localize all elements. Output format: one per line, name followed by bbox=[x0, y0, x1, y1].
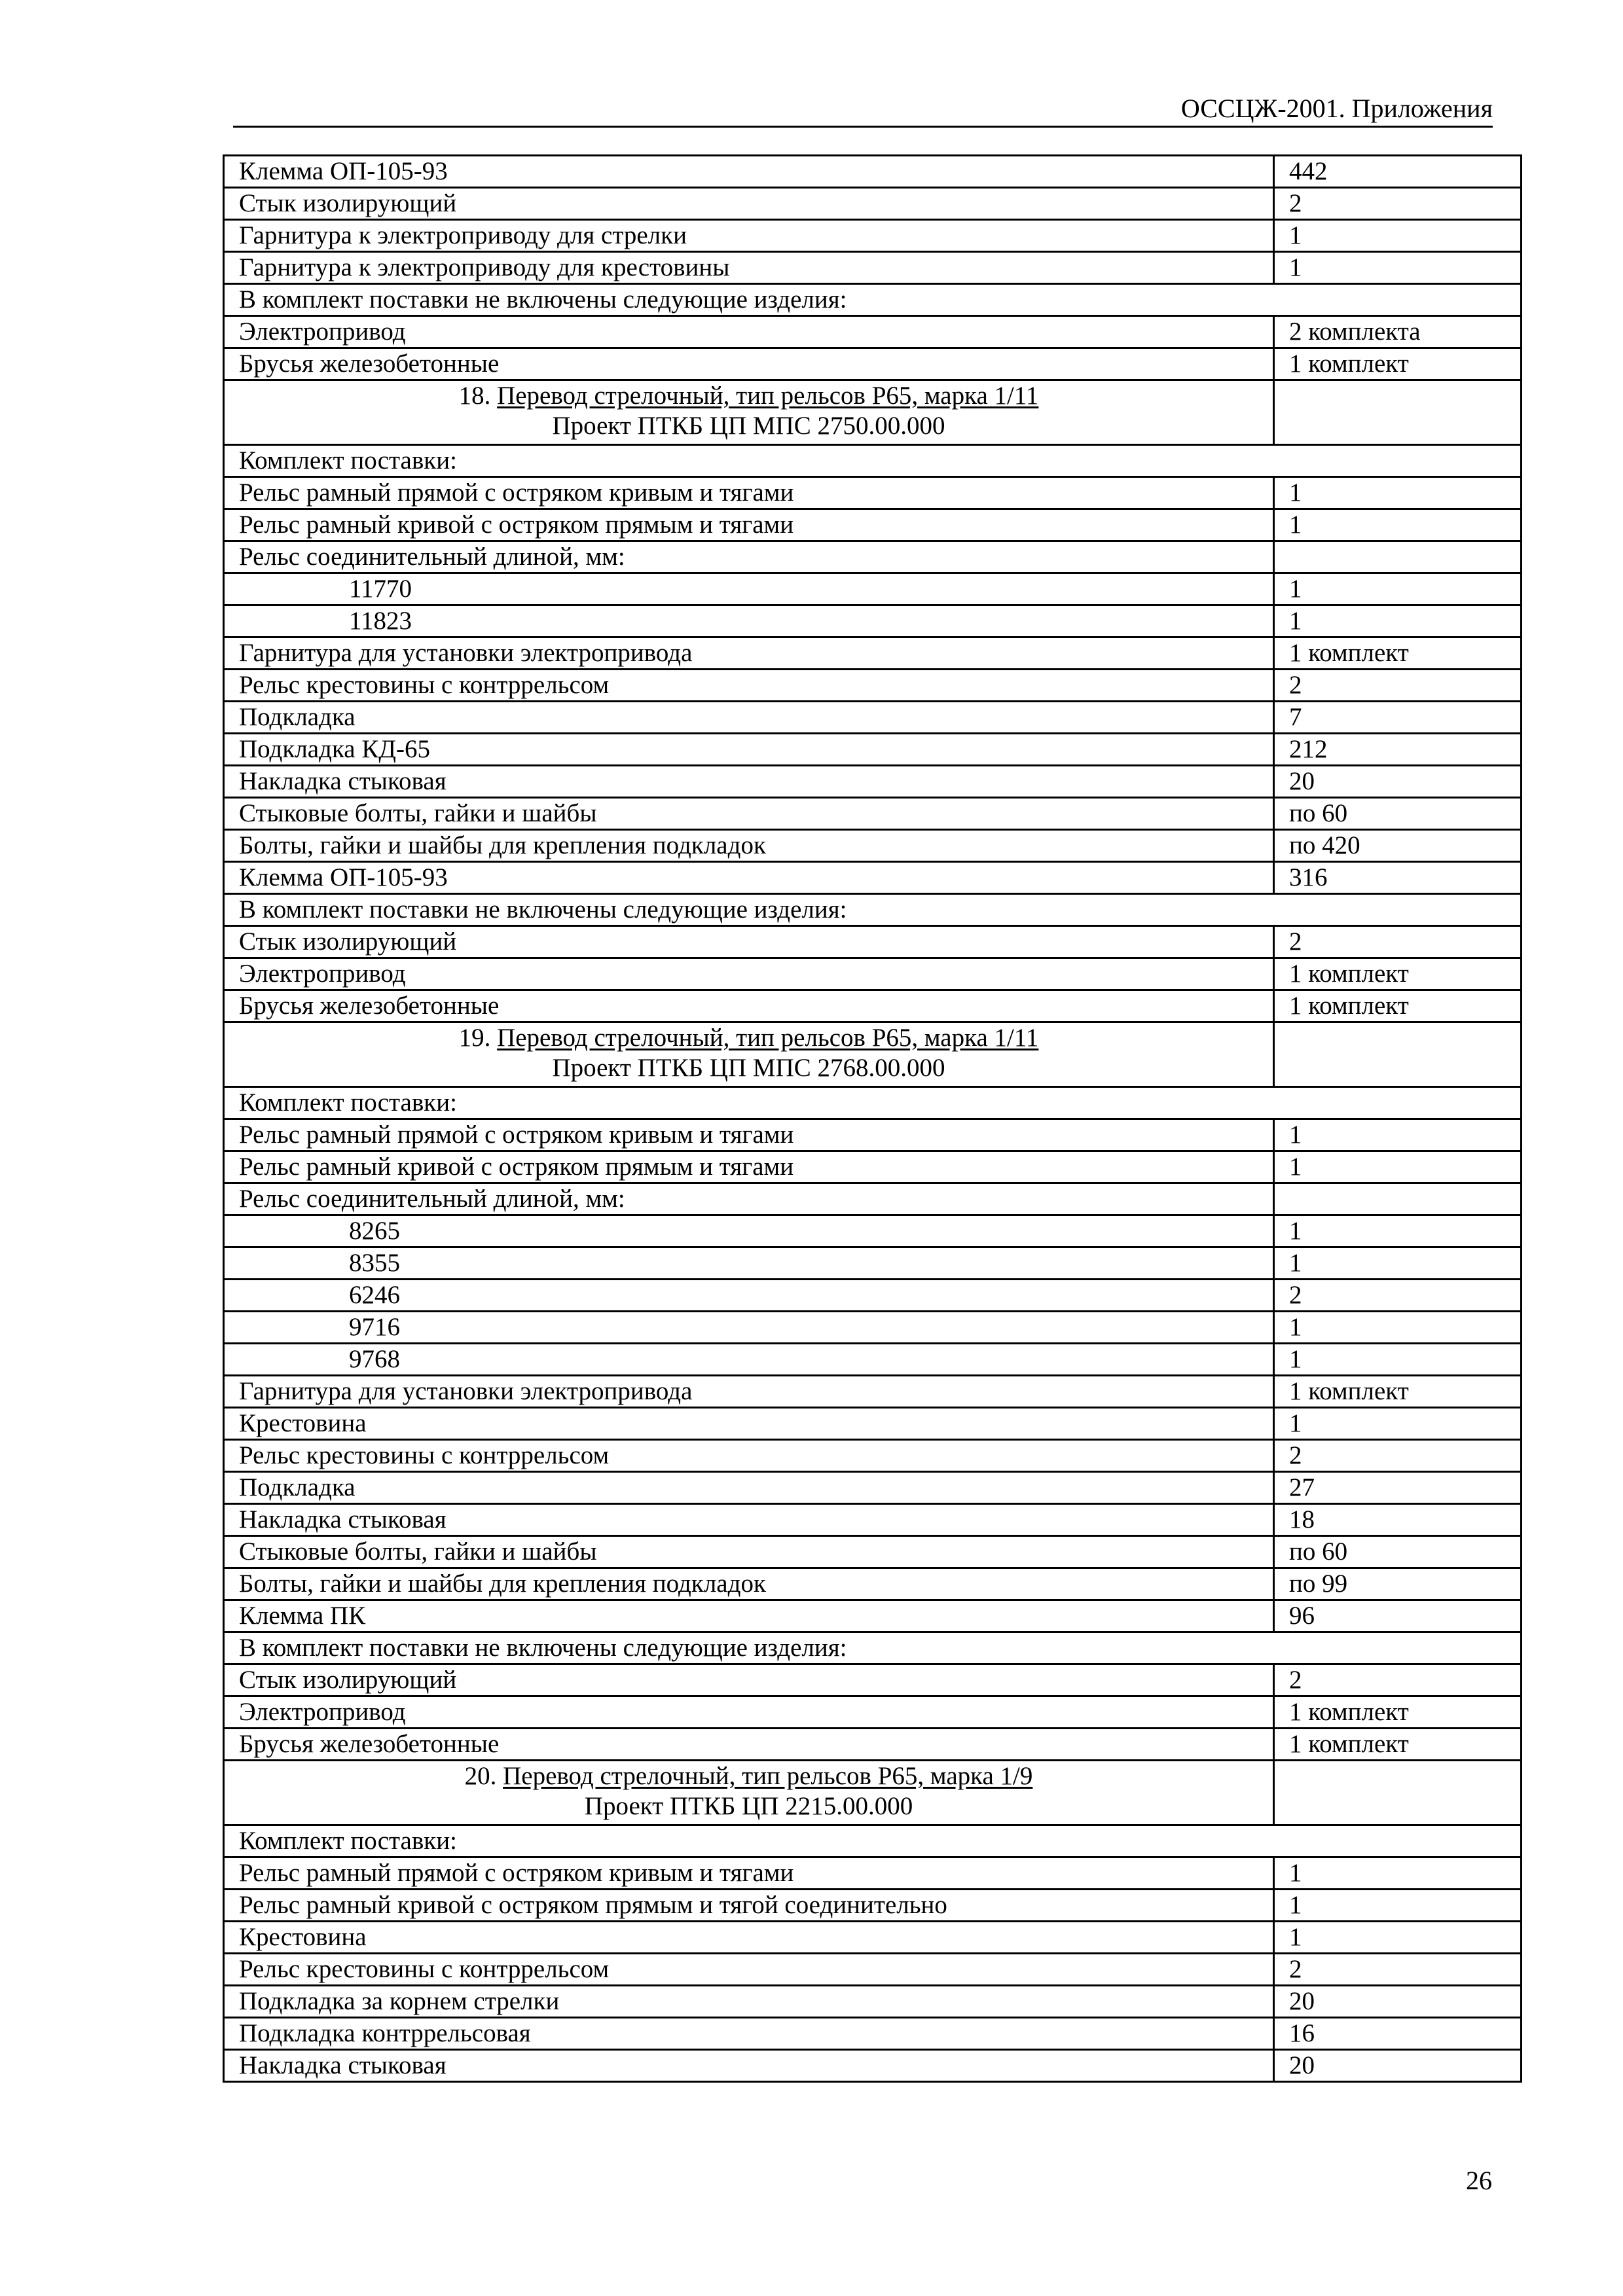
item-label: Рельс рамный прямой с остряком кривым и тягами bbox=[224, 1119, 1274, 1151]
length-value: 6246 bbox=[224, 1280, 1274, 1312]
quantity-cell: 1 комплект bbox=[1274, 1696, 1522, 1729]
table-row bbox=[224, 1696, 1522, 1729]
table-row bbox=[224, 1536, 1522, 1568]
item-title-empty-cell bbox=[1274, 1022, 1522, 1087]
item-name: Перевод стрелочный, тип рельсов Р65, марка 1/9 bbox=[503, 1762, 1033, 1790]
section-label: В комплект поставки не включены следующие изделия: bbox=[224, 284, 1522, 316]
quantity-cell: 1 bbox=[1274, 1922, 1522, 1954]
quantity-cell: 1 комплект bbox=[1274, 1729, 1522, 1761]
quantity-cell: 2 bbox=[1274, 188, 1522, 220]
table-row bbox=[224, 1857, 1522, 1890]
header-title: ОССЦЖ-2001. Приложения bbox=[1180, 94, 1493, 123]
item-label: Электропривод bbox=[224, 316, 1274, 348]
table-row bbox=[224, 734, 1522, 766]
section-row bbox=[224, 1632, 1522, 1664]
item-label: Гарнитура для установки электропривода bbox=[224, 637, 1274, 670]
specification-table bbox=[223, 154, 1522, 2083]
quantity-cell: 20 bbox=[1274, 766, 1522, 798]
item-label: Рельс соединительный длиной, мм: bbox=[224, 541, 1274, 573]
quantity-cell: 1 bbox=[1274, 220, 1522, 252]
table-row bbox=[224, 958, 1522, 990]
table-row bbox=[224, 1504, 1522, 1536]
item-label: Стыковые болты, гайки и шайбы bbox=[224, 798, 1274, 830]
quantity-cell: 1 bbox=[1274, 1119, 1522, 1151]
quantity-cell: 1 bbox=[1274, 1857, 1522, 1890]
item-project: Проект ПТКБ ЦП МПС 2750.00.000 bbox=[552, 412, 945, 440]
table-row bbox=[224, 509, 1522, 541]
length-row bbox=[224, 1247, 1522, 1280]
item-label: Накладка стыковая bbox=[224, 766, 1274, 798]
section-label: В комплект поставки не включены следующие изделия: bbox=[224, 894, 1522, 926]
quantity-cell: 20 bbox=[1274, 2050, 1522, 2082]
table-row bbox=[224, 1183, 1522, 1215]
quantity-cell: 1 bbox=[1274, 605, 1522, 637]
table-row bbox=[224, 862, 1522, 894]
quantity-cell: 7 bbox=[1274, 702, 1522, 734]
section-row bbox=[224, 445, 1522, 477]
length-row bbox=[224, 1280, 1522, 1312]
table-row bbox=[224, 156, 1522, 188]
item-label: Рельс крестовины с контррельсом bbox=[224, 1440, 1274, 1472]
section-label: В комплект поставки не включены следующие изделия: bbox=[224, 1632, 1522, 1664]
section-row bbox=[224, 1825, 1522, 1857]
table-row bbox=[224, 1986, 1522, 2018]
item-title-row bbox=[224, 1022, 1522, 1087]
item-label: Подкладка контррельсовая bbox=[224, 2018, 1274, 2050]
quantity-cell: 1 bbox=[1274, 1890, 1522, 1922]
item-label: Рельс крестовины с контррельсом bbox=[224, 670, 1274, 702]
table-row bbox=[224, 1600, 1522, 1632]
item-name: Перевод стрелочный, тип рельсов Р65, марка 1/11 bbox=[497, 1024, 1039, 1052]
quantity-cell: 1 комплект bbox=[1274, 637, 1522, 670]
table-row bbox=[224, 1119, 1522, 1151]
table-row bbox=[224, 1954, 1522, 1986]
table-row bbox=[224, 670, 1522, 702]
quantity-cell: 1 bbox=[1274, 252, 1522, 284]
quantity-cell: 1 bbox=[1274, 1247, 1522, 1280]
quantity-cell: по 99 bbox=[1274, 1568, 1522, 1600]
quantity-cell: 1 комплект bbox=[1274, 1376, 1522, 1408]
item-project: Проект ПТКБ ЦП 2215.00.000 bbox=[584, 1792, 913, 1820]
table-row bbox=[224, 1440, 1522, 1472]
quantity-cell: 2 bbox=[1274, 1664, 1522, 1696]
item-title-row bbox=[224, 1761, 1522, 1825]
item-title-line bbox=[225, 381, 1273, 411]
item-label: Гарнитура для установки электропривода bbox=[224, 1376, 1274, 1408]
table-row bbox=[224, 220, 1522, 252]
item-label: Электропривод bbox=[224, 1696, 1274, 1729]
item-label: Подкладка bbox=[224, 702, 1274, 734]
table-row bbox=[224, 2050, 1522, 2082]
quantity-cell: 2 комплекта bbox=[1274, 316, 1522, 348]
item-title-cell bbox=[224, 1022, 1274, 1087]
section-label: Комплект поставки: bbox=[224, 1087, 1522, 1119]
quantity-cell bbox=[1274, 541, 1522, 573]
table-row bbox=[224, 1568, 1522, 1600]
item-label: Гарнитура к электроприводу для стрелки bbox=[224, 220, 1274, 252]
item-project: Проект ПТКБ ЦП МПС 2768.00.000 bbox=[552, 1054, 945, 1082]
table-row bbox=[224, 702, 1522, 734]
quantity-cell: по 60 bbox=[1274, 798, 1522, 830]
length-row bbox=[224, 605, 1522, 637]
table-row bbox=[224, 477, 1522, 509]
item-label: Рельс рамный кривой с остряком прямым и тягами bbox=[224, 1151, 1274, 1183]
table-row bbox=[224, 830, 1522, 862]
table-row bbox=[224, 1922, 1522, 1954]
item-label: Рельс соединительный длиной, мм: bbox=[224, 1183, 1274, 1215]
length-value: 8355 bbox=[224, 1247, 1274, 1280]
quantity-cell: 2 bbox=[1274, 1280, 1522, 1312]
item-number: 20. bbox=[464, 1762, 497, 1790]
quantity-cell: 1 bbox=[1274, 573, 1522, 605]
length-value: 11823 bbox=[224, 605, 1274, 637]
quantity-cell: 1 bbox=[1274, 477, 1522, 509]
item-label: Болты, гайки и шайбы для крепления подкладок bbox=[224, 1568, 1274, 1600]
item-label: Клемма ОП-105-93 bbox=[224, 862, 1274, 894]
quantity-cell: 1 bbox=[1274, 1344, 1522, 1376]
quantity-cell: 2 bbox=[1274, 926, 1522, 958]
quantity-cell: 96 bbox=[1274, 1600, 1522, 1632]
item-label: Стыковые болты, гайки и шайбы bbox=[224, 1536, 1274, 1568]
table-row bbox=[224, 2018, 1522, 2050]
section-row bbox=[224, 284, 1522, 316]
item-title-row bbox=[224, 380, 1522, 445]
item-title-empty-cell bbox=[1274, 380, 1522, 445]
item-label: Накладка стыковая bbox=[224, 1504, 1274, 1536]
table-row bbox=[224, 252, 1522, 284]
table-row bbox=[224, 188, 1522, 220]
item-title-cell bbox=[224, 1761, 1274, 1825]
length-row bbox=[224, 1344, 1522, 1376]
item-title-line bbox=[225, 1023, 1273, 1053]
item-label: Рельс рамный прямой с остряком кривым и тягами bbox=[224, 1857, 1274, 1890]
quantity-cell: 212 bbox=[1274, 734, 1522, 766]
table-row bbox=[224, 926, 1522, 958]
item-label: Стык изолирующий bbox=[224, 926, 1274, 958]
length-value: 9716 bbox=[224, 1312, 1274, 1344]
item-label: Брусья железобетонные bbox=[224, 1729, 1274, 1761]
item-label: Клемма ОП-105-93 bbox=[224, 156, 1274, 188]
section-row bbox=[224, 1087, 1522, 1119]
quantity-cell: 1 комплект bbox=[1274, 958, 1522, 990]
length-row bbox=[224, 573, 1522, 605]
length-value: 11770 bbox=[224, 573, 1274, 605]
table-row bbox=[224, 1376, 1522, 1408]
item-title-cell bbox=[224, 380, 1274, 445]
quantity-cell: по 420 bbox=[1274, 830, 1522, 862]
item-number: 18. bbox=[458, 382, 491, 410]
item-number: 19. bbox=[458, 1024, 491, 1052]
table-row bbox=[224, 766, 1522, 798]
item-label: Подкладка bbox=[224, 1472, 1274, 1504]
table-row bbox=[224, 637, 1522, 670]
quantity-cell: 20 bbox=[1274, 1986, 1522, 2018]
section-row bbox=[224, 894, 1522, 926]
item-label: Стык изолирующий bbox=[224, 188, 1274, 220]
item-label: Рельс рамный кривой с остряком прямым и тягами bbox=[224, 509, 1274, 541]
item-label: Накладка стыковая bbox=[224, 2050, 1274, 2082]
quantity-cell: 442 bbox=[1274, 156, 1522, 188]
item-label: Электропривод bbox=[224, 958, 1274, 990]
item-label: Крестовина bbox=[224, 1408, 1274, 1440]
quantity-cell: 1 комплект bbox=[1274, 990, 1522, 1022]
quantity-cell: 1 bbox=[1274, 1151, 1522, 1183]
table-row bbox=[224, 990, 1522, 1022]
quantity-cell: 18 bbox=[1274, 1504, 1522, 1536]
quantity-cell: 16 bbox=[1274, 2018, 1522, 2050]
item-label: Брусья железобетонные bbox=[224, 348, 1274, 380]
quantity-cell: 1 bbox=[1274, 1312, 1522, 1344]
quantity-cell: 2 bbox=[1274, 1440, 1522, 1472]
item-name: Перевод стрелочный, тип рельсов Р65, марка 1/11 bbox=[497, 382, 1039, 410]
item-label: Стык изолирующий bbox=[224, 1664, 1274, 1696]
table-row bbox=[224, 1664, 1522, 1696]
specification-table-body bbox=[224, 156, 1522, 2082]
length-value: 9768 bbox=[224, 1344, 1274, 1376]
item-label: Крестовина bbox=[224, 1922, 1274, 1954]
table-row bbox=[224, 541, 1522, 573]
table-row bbox=[224, 1408, 1522, 1440]
item-label: Рельс рамный кривой с остряком прямым и тягой соединительно bbox=[224, 1890, 1274, 1922]
quantity-cell: по 60 bbox=[1274, 1536, 1522, 1568]
table-row bbox=[224, 316, 1522, 348]
length-row bbox=[224, 1215, 1522, 1247]
item-title-line bbox=[225, 1761, 1273, 1791]
item-label: Рельс крестовины с контррельсом bbox=[224, 1954, 1274, 1986]
quantity-cell: 1 bbox=[1274, 509, 1522, 541]
length-value: 8265 bbox=[224, 1215, 1274, 1247]
quantity-cell: 1 bbox=[1274, 1408, 1522, 1440]
table-row bbox=[224, 1890, 1522, 1922]
item-label: Брусья железобетонные bbox=[224, 990, 1274, 1022]
item-label: Гарнитура к электроприводу для крестовины bbox=[224, 252, 1274, 284]
table-row bbox=[224, 798, 1522, 830]
page-header bbox=[233, 92, 1493, 128]
item-title-empty-cell bbox=[1274, 1761, 1522, 1825]
item-label: Подкладка КД-65 bbox=[224, 734, 1274, 766]
item-label: Рельс рамный прямой с остряком кривым и тягами bbox=[224, 477, 1274, 509]
item-label: Болты, гайки и шайбы для крепления подкладок bbox=[224, 830, 1274, 862]
quantity-cell: 2 bbox=[1274, 1954, 1522, 1986]
table-row bbox=[224, 1151, 1522, 1183]
page-number: 26 bbox=[1466, 2166, 1492, 2195]
quantity-cell bbox=[1274, 1183, 1522, 1215]
quantity-cell: 1 комплект bbox=[1274, 348, 1522, 380]
quantity-cell: 2 bbox=[1274, 670, 1522, 702]
quantity-cell: 27 bbox=[1274, 1472, 1522, 1504]
item-label: Клемма ПК bbox=[224, 1600, 1274, 1632]
section-label: Комплект поставки: bbox=[224, 1825, 1522, 1857]
table-row bbox=[224, 1472, 1522, 1504]
table-row bbox=[224, 348, 1522, 380]
length-row bbox=[224, 1312, 1522, 1344]
table-row bbox=[224, 1729, 1522, 1761]
item-label: Подкладка за корнем стрелки bbox=[224, 1986, 1274, 2018]
section-label: Комплект поставки: bbox=[224, 445, 1522, 477]
quantity-cell: 1 bbox=[1274, 1215, 1522, 1247]
quantity-cell: 316 bbox=[1274, 862, 1522, 894]
